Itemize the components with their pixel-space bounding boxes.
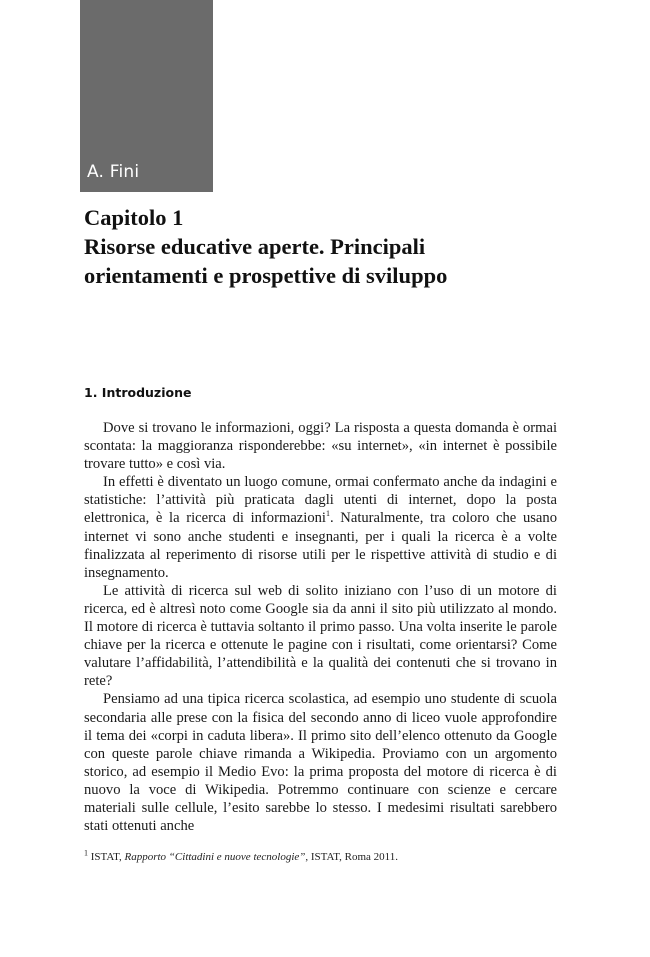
author-header-block	[80, 0, 213, 192]
footnote-source: ISTAT,	[90, 851, 122, 863]
chapter-number: Capitolo 1	[84, 205, 184, 230]
section-heading: 1. Introduzione	[84, 385, 192, 400]
paragraph-4: Pensiamo ad una tipica ricerca scolastica, ad esempio uno studente di scuola secondaria alle prese con la fisica del secondo anno di liceo vuole approfondire il tema dei «corpi in caduta libera». Il primo sito dell’elenco ottenuto da Google con queste parole chiave rimanda a Wikipedia. Proviamo con un argomento storico, ad esempio il Medio Evo: la prima proposta del motore di ricerca è di nuovo la voce di Wikipedia. Potremmo continuare con scienze e cercare materiali sulle cellule, l’esito sarebbe lo stesso. I medesimi risultati sarebbero stati ottenuti anche	[84, 691, 557, 835]
footnote-number: 1	[84, 848, 88, 858]
paragraph-1: Dove si trovano le informazioni, oggi? La risposta a questa domanda è ormai scontata: la maggioranza risponderebbe: «su internet», «in internet è possibile trovare tutto» e così via.	[84, 420, 557, 473]
footnote-ref: 1	[325, 509, 330, 519]
footnote-title: Rapporto “Cittadini e nuove tecnologie”	[124, 851, 306, 863]
chapter-title-line-2: orientamenti e prospettive di sviluppo	[84, 263, 448, 288]
paragraph-2	[84, 473, 557, 582]
footnote-rest: , ISTAT, Roma 2011.	[305, 851, 398, 863]
chapter-title-line-1: Risorse educative aperte. Principali	[84, 234, 426, 259]
body-text	[84, 419, 557, 835]
paragraph-2-text-before: In effetti è diventato un luogo comune, ormai confermato anche da indagini e statistiche: l’attività più praticata dagli utenti di internet, dopo la posta elettronica, è la ricerca di informazioni	[84, 474, 557, 527]
chapter-title	[84, 203, 564, 290]
author-name: A. Fini	[87, 162, 140, 182]
footnote	[84, 850, 564, 864]
paragraph-2-text-after: . Naturalmente, tra coloro che usano internet vi sono anche studenti e insegnanti, per i quali la ricerca è a volte finalizzata al reperimento di risorse utili per le rispettive attività di studio e di insegnamento.	[84, 510, 557, 581]
paragraph-3: Le attività di ricerca sul web di solito iniziano con l’uso di un motore di ricerca, ed è altresì noto come Google sia da anni il sito più utilizzato al mondo. Il motore di ricerca è tuttavia soltanto il primo passo. Una volta inserite le parole chiave per la ricerca e ottenute le pagine con i risultati, come orientarsi? Come valutare l’affidabilità, l’attendibilità e la qualità dei contenuti che si trovano in rete?	[84, 582, 557, 690]
